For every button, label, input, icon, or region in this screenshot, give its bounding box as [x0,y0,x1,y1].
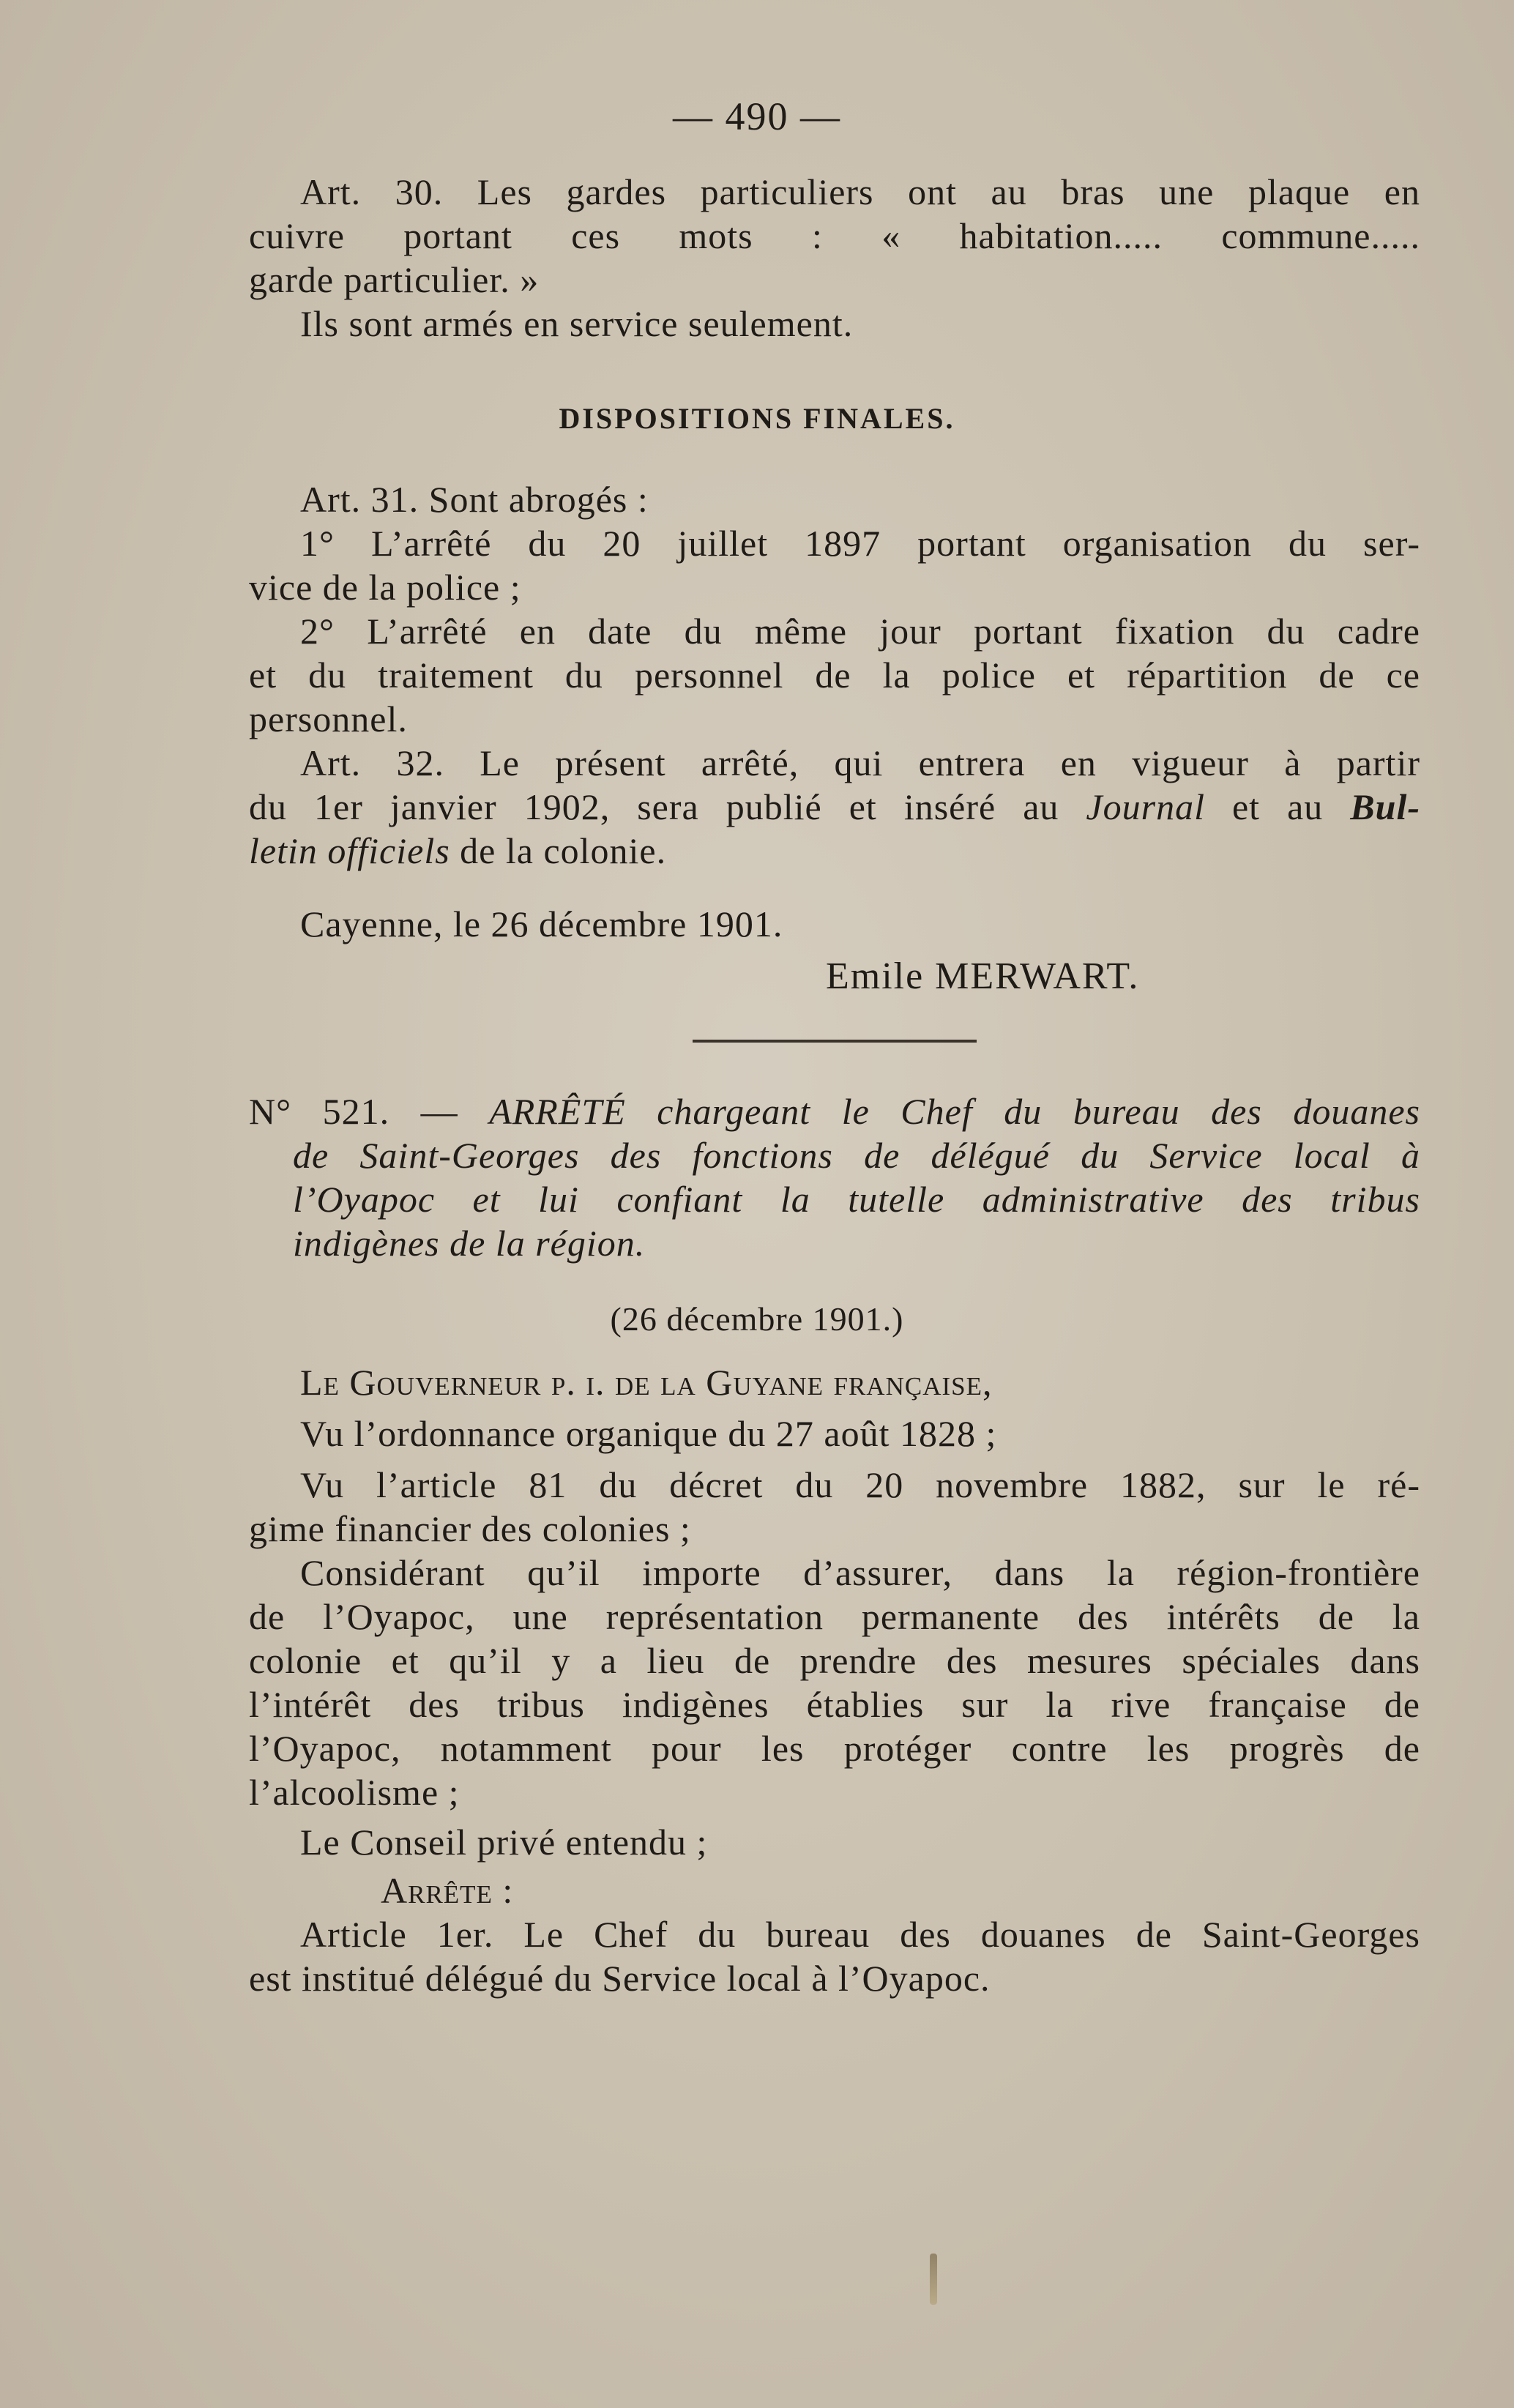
text-line: vice de la police ; [249,567,521,608]
text-line: l’intérêt des tribus indigènes établies sur la rive française de [249,1684,1420,1725]
bulletin-title-part: letin officiels [249,830,450,871]
text-line: Article 1er. Le Chef du bureau des douanes de Saint-Georges [300,1914,1420,1955]
text-line: 2° L’arrêté en date du même jour portant fixation du cadre [300,611,1420,652]
page-number: — 490 — [673,94,841,138]
text-span: du 1er janvier 1902, sera publié et inséré au [249,786,1086,827]
text-line: Vu l’article 81 du décret du 20 novembre 1882, sur le ré- [300,1464,1420,1505]
signature: Emile MERWART. [826,955,1140,997]
decree-title: ARRÊTÉ chargeant le Chef du bureau des douanes [489,1091,1420,1132]
text-line: Art. 31. Sont abrogés : [300,479,649,520]
text-line: Le Gouverneur p. i. de la Guyane française, [300,1362,993,1403]
article-32 [249,741,1420,873]
text-line: de l’Oyapoc, une représentation permanente des intérêts de la [249,1596,1420,1637]
text-line: Art. 30. Les gardes particuliers ont au bras une plaque en [300,171,1420,212]
text-line: Considérant qu’il importe d’assurer, dans la région-frontière [300,1552,1420,1593]
place-date [249,902,1420,946]
bulletin-title-part: Bul- [1350,786,1420,827]
decree-521-heading [249,1089,1420,1265]
decree-date: (26 décembre 1901.) [610,1300,904,1338]
text-line: et du traitement du personnel de la police et répartition de ce [249,655,1420,696]
text-line: Le Conseil privé entendu ; [300,1822,708,1863]
text-line: personnel. [249,698,408,739]
text-line [249,829,1420,873]
section-title: DISPOSITIONS FINALES. [559,402,955,435]
text-line: indigènes de la région. [293,1223,646,1264]
text-line: l’alcoolisme ; [249,1772,460,1813]
text-line: Vu l’ordonnance organique du 27 août 1828 ; [300,1413,997,1454]
text-line: Ils sont armés en service seulement. [300,303,854,344]
text-line: Cayenne, le 26 décembre 1901. [300,903,783,944]
text-line: Art. 32. Le présent arrêté, qui entrera en vigueur à partir [300,742,1420,783]
decree-number: N° 521. — [249,1091,490,1132]
separator-rule [693,1040,977,1043]
text-line: l’Oyapoc et lui confiant la tutelle administrative des tribus [293,1179,1420,1220]
decree-body [249,1360,1420,2000]
article-30 [249,170,1420,346]
text-line: Arrête : [381,1870,514,1911]
text-line [249,1089,1420,1133]
text-line: de Saint-Georges des fonctions de délégué du Service local à [293,1135,1420,1176]
text-span: de la colonie. [450,830,667,871]
text-line: est institué délégué du Service local à l’Oyapoc. [249,1958,991,1999]
text-line: colonie et qu’il y a lieu de prendre des mesures spéciales dans [249,1640,1420,1681]
ink-mark [930,2254,937,2305]
journal-title: Journal [1086,786,1205,827]
text-line: cuivre portant ces mots : « habitation..... commune..... [249,215,1420,256]
text-line: l’Oyapoc, notamment pour les protéger contre les progrès de [249,1728,1420,1769]
text-line: gime financier des colonies ; [249,1508,691,1549]
text-line: 1° L’arrêté du 20 juillet 1897 portant organisation du ser- [300,523,1420,564]
article-31 [249,477,1420,741]
text-line [249,785,1420,829]
text-span: et au [1204,786,1351,827]
text-line: garde particulier. » [249,259,540,300]
